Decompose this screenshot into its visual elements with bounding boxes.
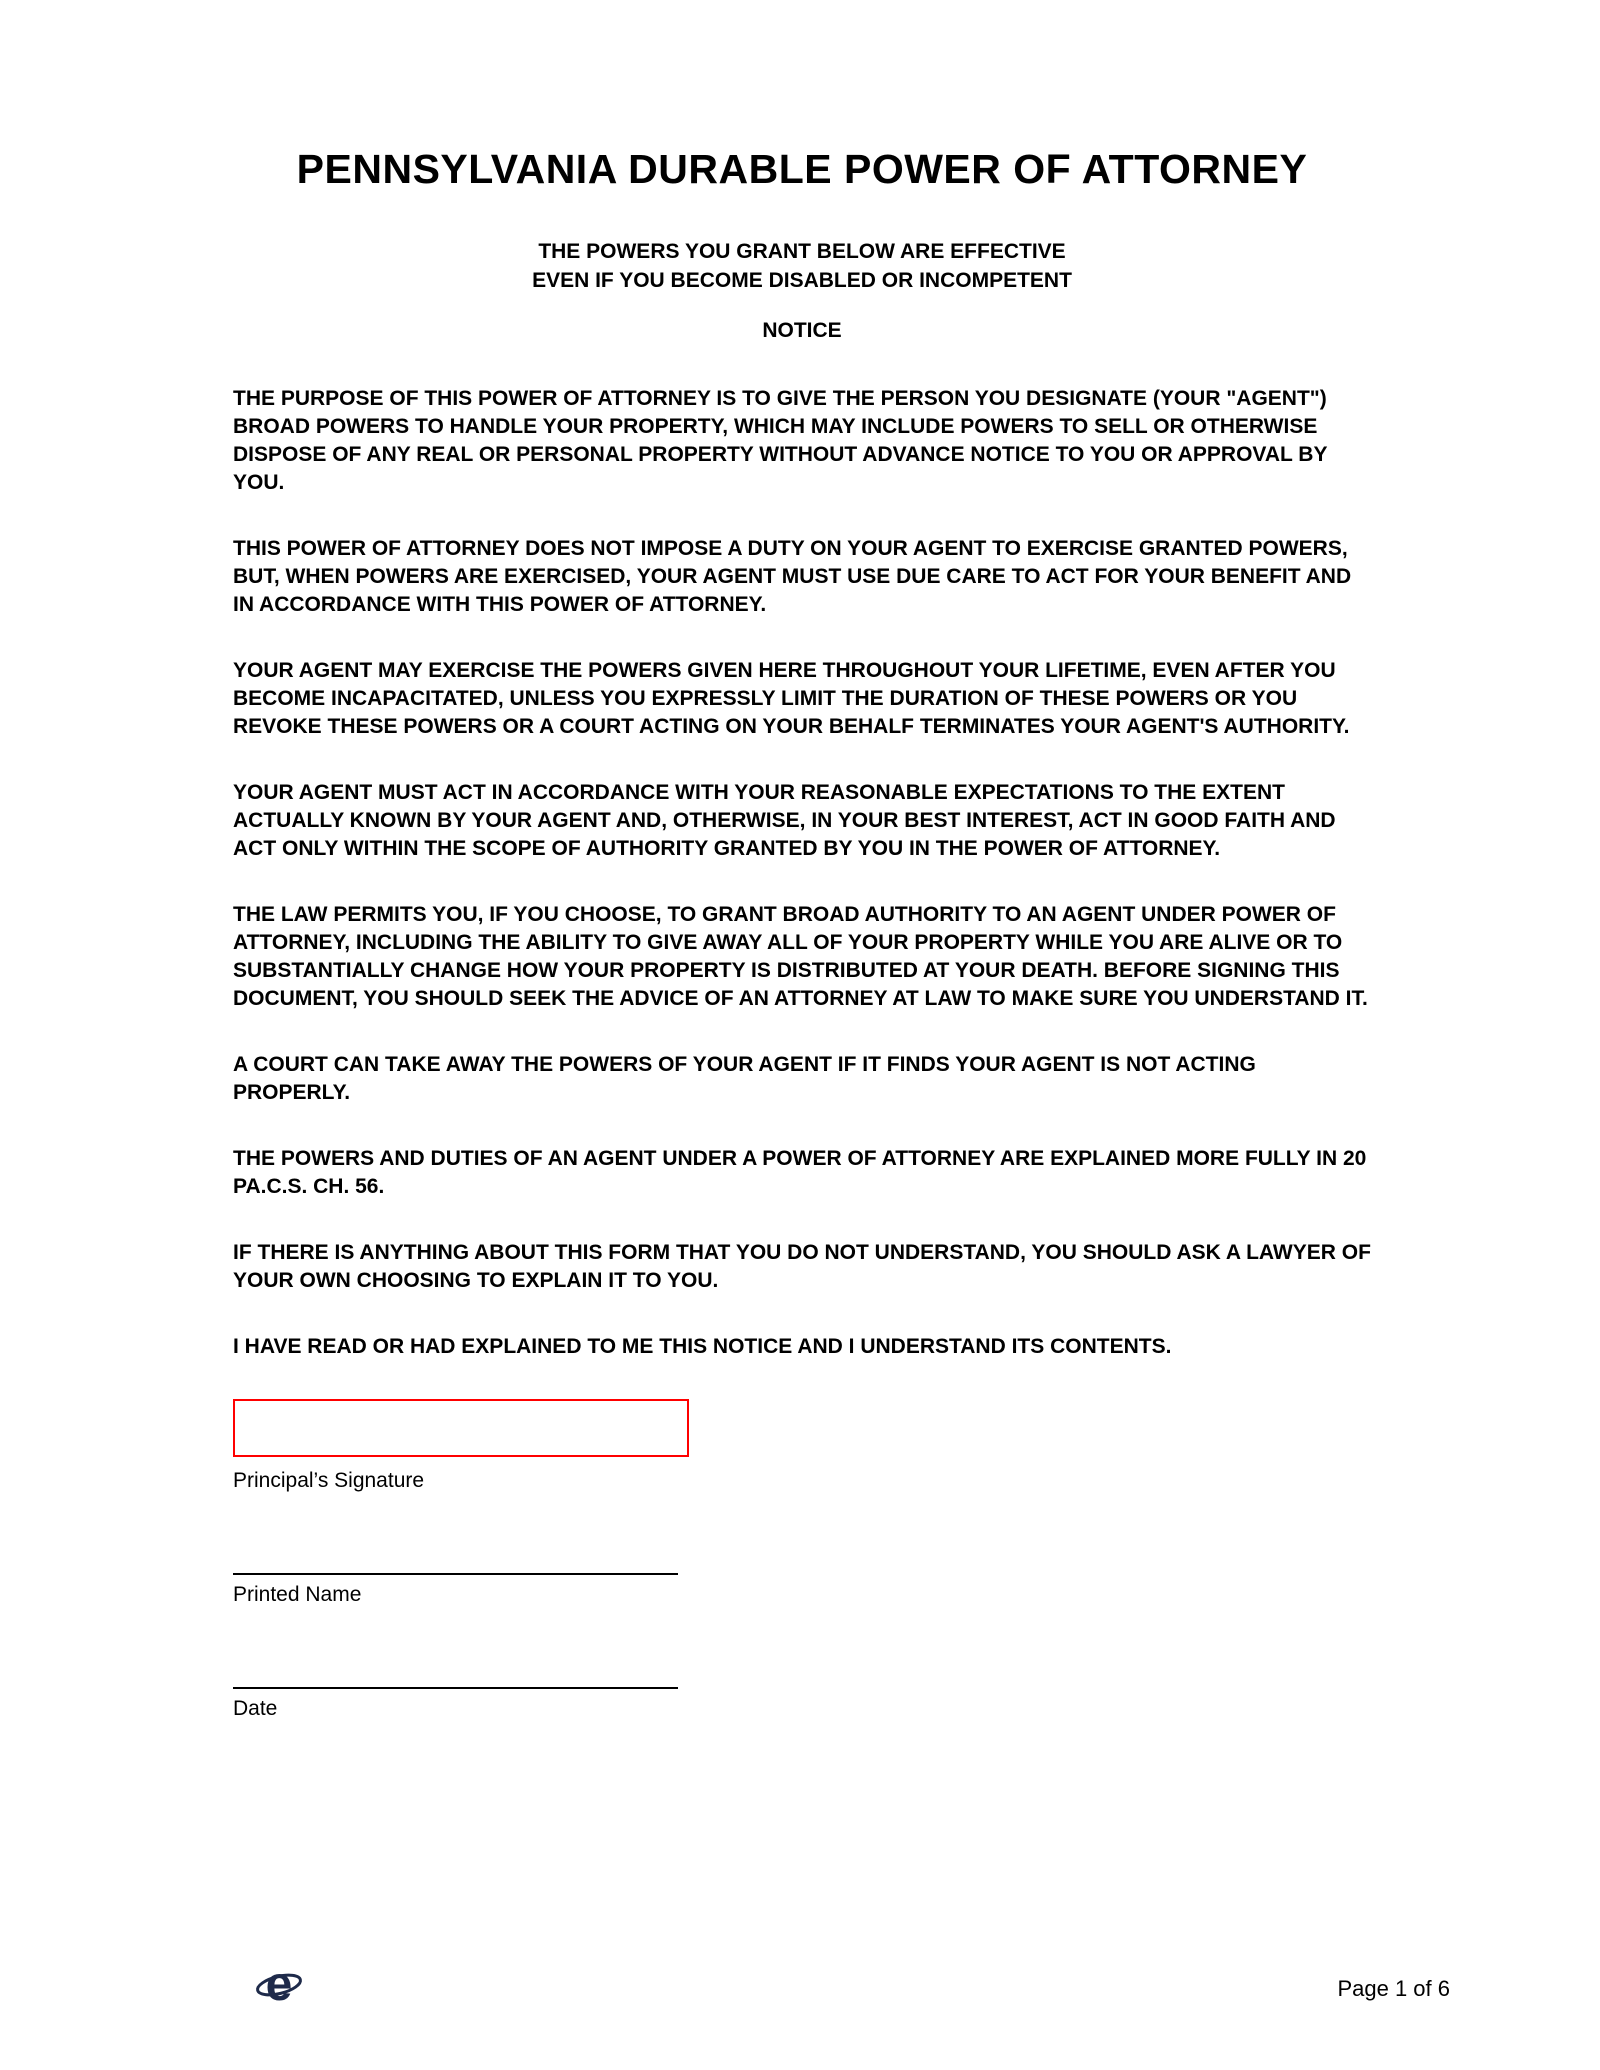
notice-paragraph-expectations: YOUR AGENT MUST ACT IN ACCORDANCE WITH YOUR REASONABLE EXPECTATIONS TO THE EXTENT ACTUALLY KNOWN BY YOUR AGENT AND, OTHERWISE, IN YOUR BEST INTEREST, ACT IN GOOD FAITH AND ACT ONLY WITHIN THE SCOPE OF AUTHORITY GRANTED BY YOU IN THE POWER OF ATTORNEY. [233,781,1336,860]
page-number: Page 1 of 6 [1337,1976,1450,2001]
principal-signature-field[interactable] [233,1399,689,1457]
signature-section [233,1399,1371,1721]
notice-paragraph-broad-authority: THE LAW PERMITS YOU, IF YOU CHOOSE, TO GRANT BROAD AUTHORITY TO AN AGENT UNDER POWER OF ATTORNEY, INCLUDING THE ABILITY TO GIVE AWAY ALL OF YOUR PROPERTY WHILE YOU ARE ALIVE OR TO SUBSTANTIALLY CHANGE HOW YOUR PROPERTY IS DISTRIBUTED AT YOUR DEATH. BEFORE SIGNING THIS DOCUMENT, YOU SHOULD SEEK THE ADVICE OF AN ATTORNEY AT LAW TO MAKE SURE YOU UNDERSTAND IT. [233,903,1368,1010]
notice-paragraph-lawyer: IF THERE IS ANYTHING ABOUT THIS FORM THAT YOU DO NOT UNDERSTAND, YOU SHOULD ASK A LAWYER OF YOUR OWN CHOOSING TO EXPLAIN IT TO YOU. [233,1241,1371,1292]
notice-paragraph-lifetime: YOUR AGENT MAY EXERCISE THE POWERS GIVEN HERE THROUGHOUT YOUR LIFETIME, EVEN AFTER YOU BECOME INCAPACITATED, UNLESS YOU EXPRESSLY LIMIT THE DURATION OF THESE POWERS OR YOU REVOKE THESE POWERS OR A COURT ACTING ON YOUR BEHALF TERMINATES YOUR AGENT'S AUTHORITY. [233,659,1350,738]
notice-paragraph-acknowledgement: I HAVE READ OR HAD EXPLAINED TO ME THIS NOTICE AND I UNDERSTAND ITS CONTENTS. [233,1335,1172,1358]
subtitle [233,237,1371,295]
notice-heading: NOTICE [762,319,842,342]
document-body [233,146,1371,1721]
date-label: Date [233,1697,278,1720]
subtitle-line-1: THE POWERS YOU GRANT BELOW ARE EFFECTIVE [538,240,1066,263]
date-line [233,1687,678,1689]
page-title: PENNSYLVANIA DURABLE POWER OF ATTORNEY [296,146,1308,192]
printed-name-line [233,1573,678,1575]
printed-name-label: Printed Name [233,1583,362,1606]
notice-paragraph-court: A COURT CAN TAKE AWAY THE POWERS OF YOUR AGENT IF IT FINDS YOUR AGENT IS NOT ACTING PROPERLY. [233,1053,1256,1104]
principal-signature-label: Principal’s Signature [233,1469,425,1492]
notice-paragraph-statute: THE POWERS AND DUTIES OF AN AGENT UNDER A POWER OF ATTORNEY ARE EXPLAINED MORE FULLY IN 20 PA.C.S. CH. 56. [233,1147,1367,1198]
subtitle-line-2: EVEN IF YOU BECOME DISABLED OR INCOMPETENT [532,269,1072,292]
svg-text:e: e [265,1958,293,2011]
eforms-logo-icon [255,1958,303,2012]
notice-paragraph-no-duty: THIS POWER OF ATTORNEY DOES NOT IMPOSE A DUTY ON YOUR AGENT TO EXERCISE GRANTED POWERS, BUT, WHEN POWERS ARE EXERCISED, YOUR AGENT MUST USE DUE CARE TO ACT FOR YOUR BENEFIT AND IN ACCORDANCE WITH THIS POWER OF ATTORNEY. [233,537,1352,616]
notice-paragraph-purpose: THE PURPOSE OF THIS POWER OF ATTORNEY IS TO GIVE THE PERSON YOU DESIGNATE (YOUR "AGENT") BROAD POWERS TO HANDLE YOUR PROPERTY, WHICH MAY INCLUDE POWERS TO SELL OR OTHERWISE DISPOSE OF ANY REAL OR PERSONAL PROPERTY WITHOUT ADVANCE NOTICE TO YOU OR APPROVAL BY YOU. [233,387,1328,494]
